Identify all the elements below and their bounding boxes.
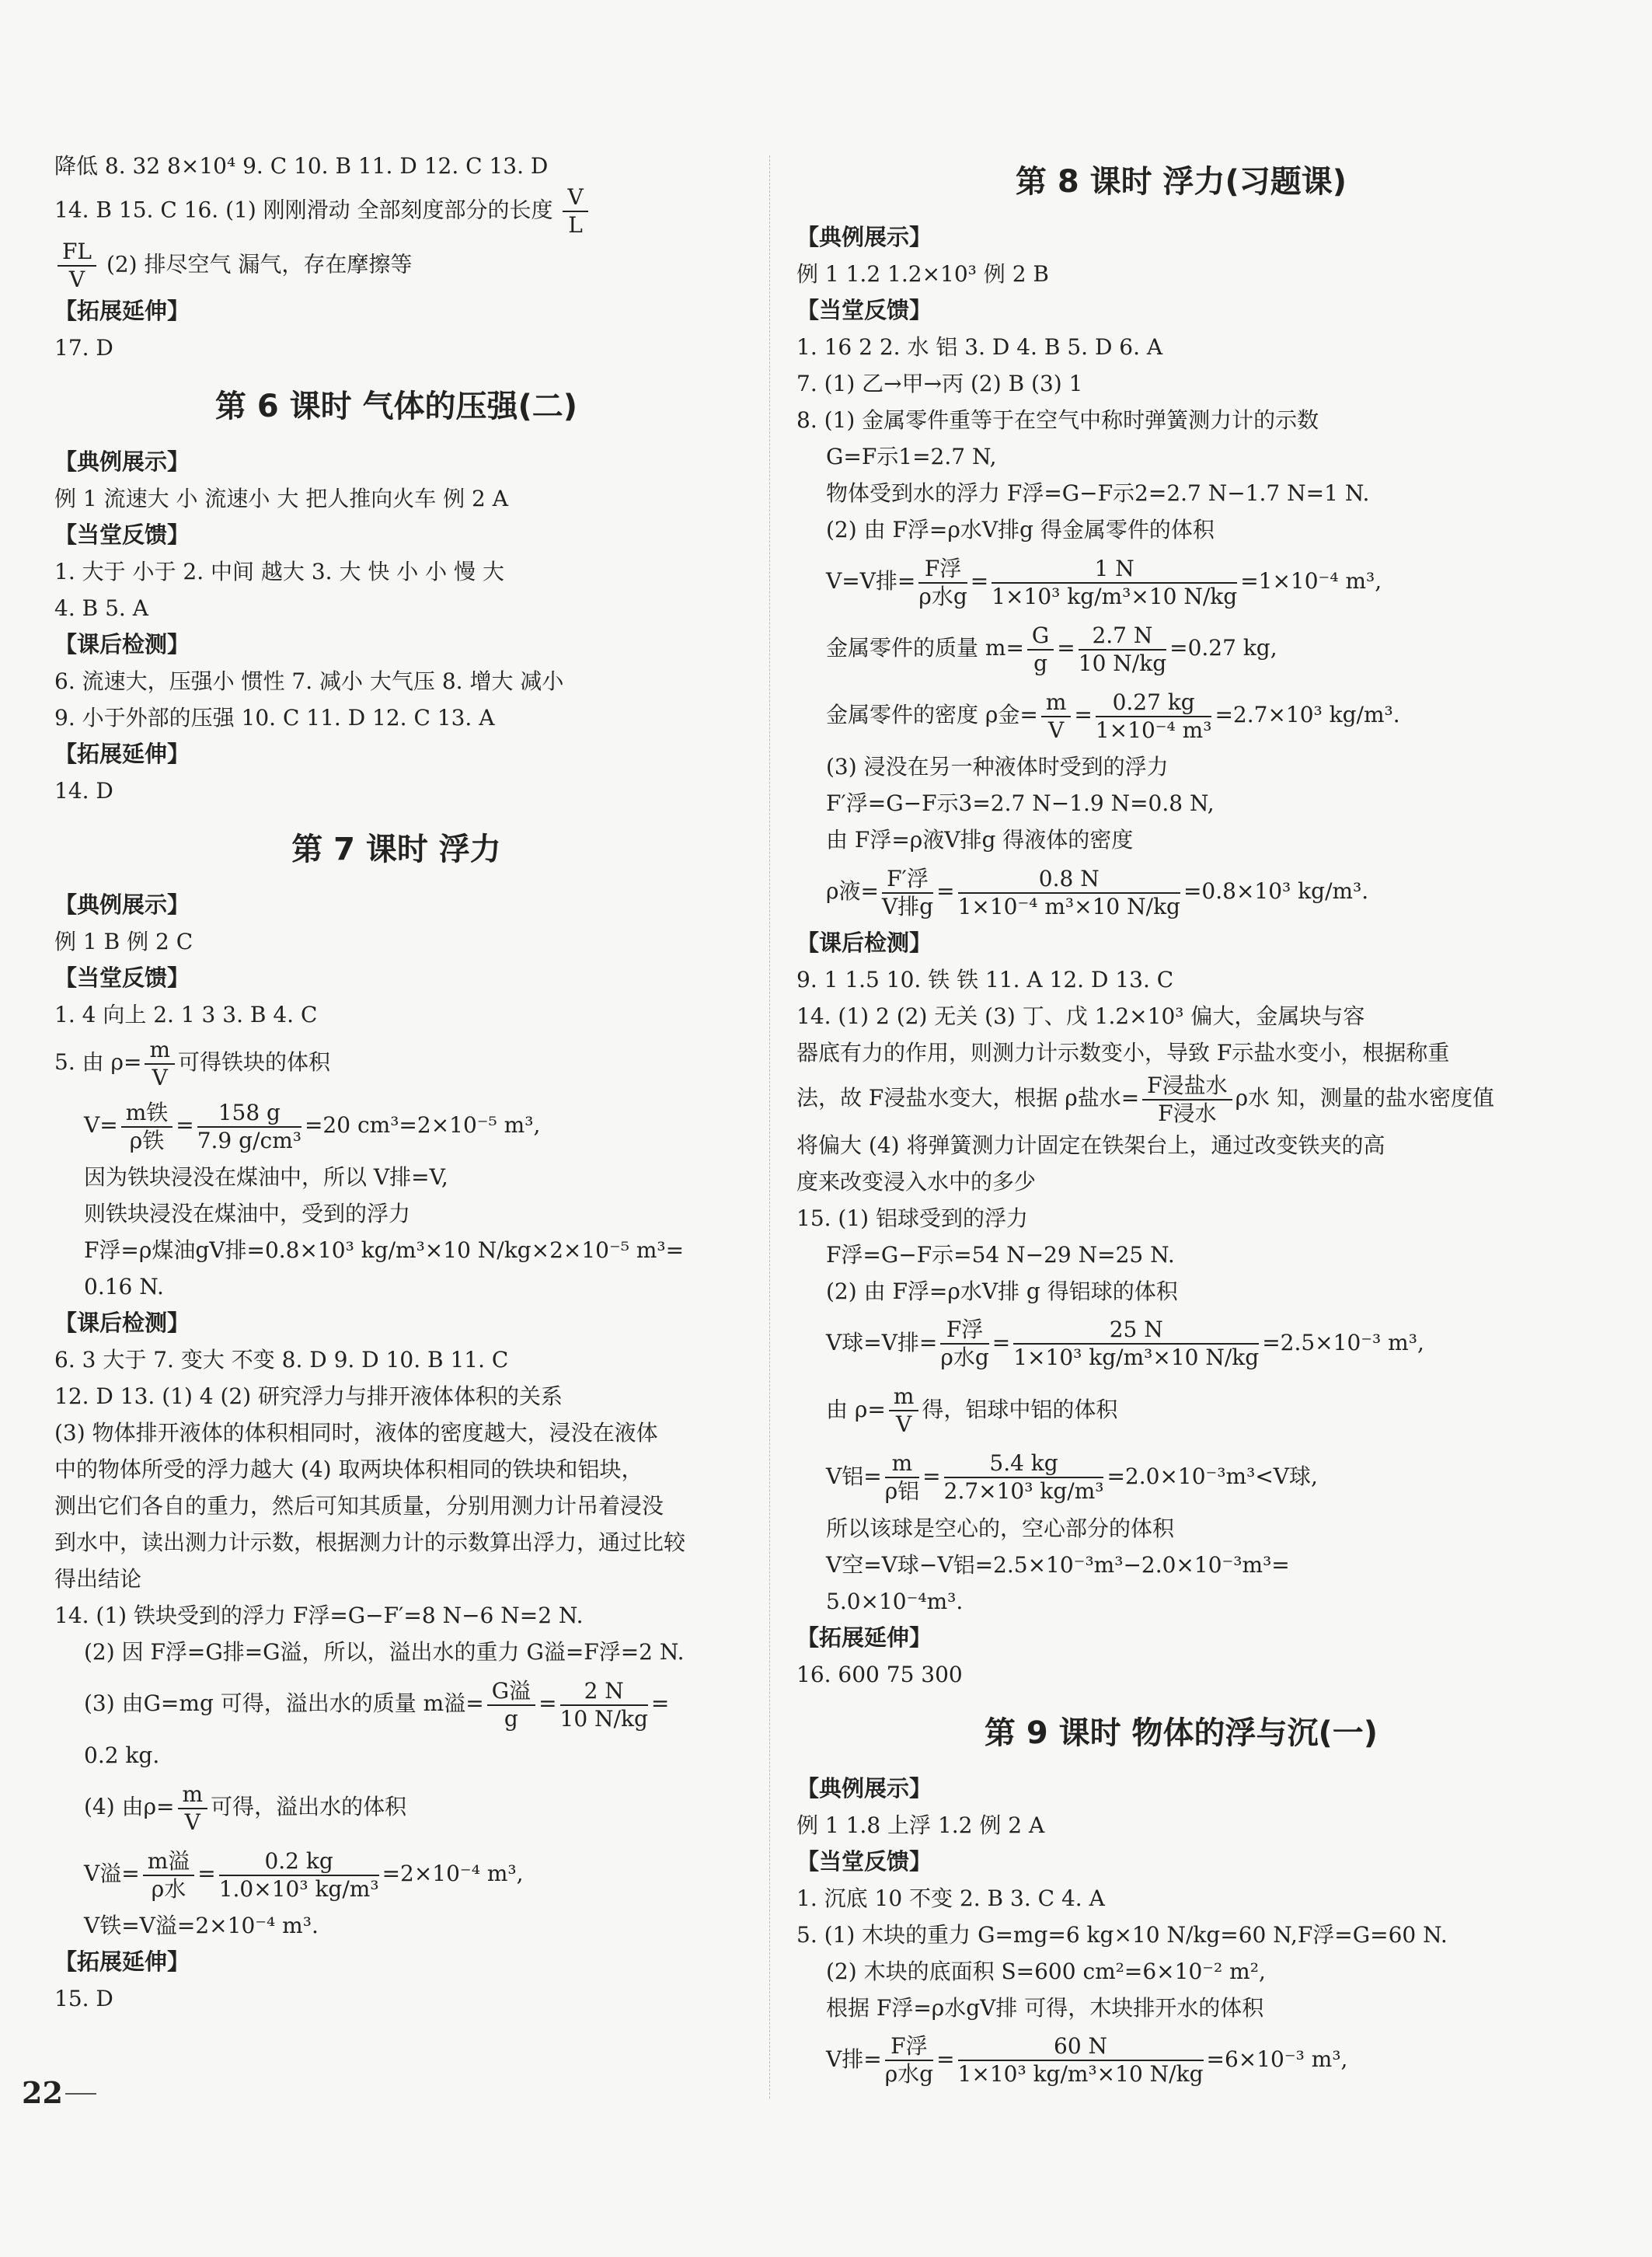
- answer-line: (3) 浸没在另一种液体时受到的浮力: [826, 754, 1169, 780]
- right-column: [796, 155, 1566, 2093]
- fraction: $\frac{\text{m铁}}{\text{ρ铁}}$: [121, 1100, 173, 1154]
- fraction: $\frac{1 N}{\text{1×10³ kg/m³×10 N/kg}}$: [992, 555, 1238, 609]
- section-label: 【课后检测】: [54, 1310, 190, 1336]
- answer-line: 14. D: [54, 778, 113, 804]
- fraction: $\frac{m}{V}$: [889, 1383, 919, 1438]
- equation: 金属零件的质量 m= $\frac{G}{g}$ = $\frac{2.7 N}{10 N/kg}$ =0.27 kg,: [826, 622, 1277, 676]
- answer-line: F浮=ρ煤油gV排=0.8×10³ kg/m³×10 N/kg×2×10⁻⁵ m³=: [84, 1237, 685, 1263]
- fraction: $\frac{m}{V}$: [178, 1781, 208, 1836]
- answer-line: 1. 16 2 2. 水 铝 3. D 4. B 5. D 6. A: [796, 334, 1163, 360]
- page-number-dash: [65, 2093, 96, 2095]
- answer-line: 9. 小于外部的压强 10. C 11. D 12. C 13. A: [54, 705, 495, 731]
- answer-line: 例 1 B 例 2 C: [54, 929, 193, 954]
- fraction: $\frac{V}{L}$: [563, 184, 587, 239]
- fraction: $\frac{m}{V}$: [1041, 689, 1072, 744]
- equation: V球=V排= $\frac{\text{F浮}}{\text{ρ水g}}$ = $\frac{25 N}{\text{1×10³ kg/m³×10 N/kg}}$ =2.5×10⁻³ m³,: [826, 1317, 1424, 1370]
- answer-line: 0.2 kg.: [84, 1742, 160, 1768]
- answer-line: G=F示1=2.7 N,: [826, 444, 997, 469]
- equation: (3) 由G=mg 可得，溢出水的质量 m溢= $\frac{\text{G溢}}{g}$ = $\frac{2 N}{10 N/kg}$ =: [84, 1677, 670, 1732]
- equation: V=V排= $\frac{\text{F浮}}{\text{ρ水g}}$ = $\frac{1 N}{\text{1×10³ kg/m³×10 N/kg}}$ =1×10⁻⁴ m³,: [826, 555, 1382, 609]
- equation: V排= $\frac{\text{F浮}}{\text{ρ水g}}$ = $\frac{60 N}{\text{1×10³ kg/m³×10 N/kg}}$ =6×10⁻³ m³,: [826, 2033, 1348, 2087]
- fraction: $\frac{0.2 kg}{\text{1.0×10³ kg/m³}}$: [218, 1847, 379, 1902]
- equation: V铝= $\frac{m}{\text{ρ铝}}$ = $\frac{5.4 kg}{\text{2.7×10³ kg/m³}}$ =2.0×10⁻³m³<V球,: [826, 1450, 1318, 1504]
- fraction: $\frac{158 g}{\text{7.9 g/cm³}}$: [197, 1099, 301, 1153]
- section-label: 【当堂反馈】: [796, 1847, 932, 1875]
- fraction: $\frac{m}{V}$: [145, 1037, 175, 1091]
- answer-line: 测出它们各自的重力，然后可知其质量，分别用测力计吊着浸没: [54, 1493, 664, 1519]
- fraction: $\frac{\text{F浸盐水}}{\text{F浸水}}$: [1142, 1073, 1232, 1127]
- answer-line: F′浮=G−F示3=2.7 N−1.9 N=0.8 N,: [826, 790, 1215, 816]
- section-label: 【拓展延伸】: [796, 1624, 932, 1651]
- answer-line: 6. 3 大于 7. 变大 不变 8. D 9. D 10. B 11. C: [54, 1347, 509, 1373]
- lesson-heading: 第 8 课时 浮力(习题课): [1015, 164, 1347, 200]
- answer-line: F浮=G−F示=54 N−29 N=25 N.: [826, 1241, 1175, 1268]
- answer-line: 物体受到水的浮力 F浮=G−F示2=2.7 N−1.7 N=1 N.: [826, 480, 1370, 506]
- answer-line: 由 F浮=ρ液V排g 得液体的密度: [826, 827, 1134, 853]
- section-label: 【拓展延伸】: [54, 1948, 190, 1975]
- answer-line: 因为铁块浸没在煤油中，所以 V排=V,: [84, 1164, 448, 1190]
- answer-line: 5. 由 ρ= $\frac{m}{V}$ 可得铁块的体积: [54, 1036, 331, 1090]
- section-label: 【拓展延伸】: [54, 741, 190, 767]
- lesson-heading: 第 9 课时 物体的浮与沉(一): [984, 1715, 1378, 1751]
- equation: V溢= $\frac{\text{m溢}}{\text{ρ水}}$ = $\frac{0.2 kg}{\text{1.0×10³ kg/m³}}$ =2×10⁻⁴ m³,: [84, 1847, 524, 1902]
- answer-line: 8. (1) 金属零件重等于在空气中称时弹簧测力计的示数: [796, 407, 1319, 433]
- equation: 由 ρ= $\frac{m}{V}$ 得，铝球中铝的体积: [826, 1383, 1118, 1437]
- answer-line: 9. 1 1.5 10. 铁 铁 11. A 12. D 13. C: [796, 967, 1174, 992]
- fraction: $\frac{\text{F浮}}{\text{ρ水g}}$: [940, 1317, 989, 1370]
- fraction: $\frac{60 N}{\text{1×10³ kg/m³×10 N/kg}}$: [957, 2033, 1204, 2087]
- answer-line: 15. D: [54, 1986, 113, 2011]
- section-label: 【典例展示】: [796, 1774, 932, 1802]
- fraction: $\frac{\text{F浮}}{\text{ρ水g}}$: [918, 555, 967, 609]
- fraction: $\frac{2.7 N}{10 N/kg}$: [1078, 622, 1167, 676]
- section-label: 【当堂反馈】: [54, 522, 190, 548]
- section-label: 【典例展示】: [54, 448, 190, 475]
- answer-line: 14. (1) 铁块受到的浮力 F浮=G−F′=8 N−6 N=2 N.: [54, 1603, 584, 1628]
- answer-line: 1. 沉底 10 不变 2. B 3. C 4. A: [796, 1885, 1105, 1911]
- answer-line: 7. (1) 乙→甲→丙 (2) B (3) 1: [796, 371, 1083, 396]
- section-label: 【课后检测】: [54, 631, 190, 658]
- fraction: $\frac{25 N}{\text{1×10³ kg/m³×10 N/kg}}$: [1013, 1317, 1260, 1370]
- answer-line: (2) 由 F浮=ρ水V排g 得金属零件的体积: [826, 517, 1215, 542]
- fraction: $\frac{m}{\text{ρ铝}}$: [884, 1450, 920, 1504]
- answer-line: 将偏大 (4) 将弹簧测力计固定在铁架台上，通过改变铁夹的高: [796, 1132, 1385, 1158]
- answer-line: 度来改变浸入水中的多少: [796, 1168, 1037, 1195]
- answer-line: 6. 流速大，压强小 惯性 7. 减小 大气压 8. 增大 减小: [54, 668, 564, 694]
- fraction: $\frac{\text{G溢}}{g}$: [487, 1678, 535, 1732]
- answer-line: $\frac{FL}{V}$ (2) 排尽空气 漏气，存在摩擦等: [54, 239, 738, 293]
- section-label: 【典例展示】: [54, 891, 190, 918]
- answer-line: 0.16 N.: [84, 1274, 164, 1299]
- answer-line: V铁=V溢=2×10⁻⁴ m³.: [84, 1913, 319, 1938]
- answer-line: 得出结论: [54, 1566, 142, 1592]
- answer-line: 降低 8. 32 8×10⁴ 9. C 10. B 11. D 12. C 13. D: [54, 153, 549, 179]
- fraction: $\frac{0.27 kg}{\text{1×10⁻⁴ m³}}$: [1095, 689, 1212, 743]
- fraction: $\frac{\text{m溢}}{\text{ρ水}}$: [143, 1848, 195, 1903]
- answer-line: 12. D 13. (1) 4 (2) 研究浮力与排开液体体积的关系: [54, 1383, 563, 1409]
- fraction: $\frac{2 N}{10 N/kg}$: [559, 1677, 648, 1732]
- fraction: $\frac{\text{F浮}}{\text{ρ水g}}$: [884, 2033, 934, 2087]
- answer-line: 法，故 F浸盐水变大，根据 ρ盐水= $\frac{\text{F浸盐水}}{\text{F浸水}}$ ρ水 知，测量的盐水密度值: [796, 1072, 1494, 1126]
- answer-line: 1. 大于 小于 2. 中间 越大 3. 大 快 小 小 慢 大: [54, 559, 504, 584]
- fraction: $\frac{0.8 N}{\text{1×10⁻⁴ m³×10 N/kg}}$: [957, 865, 1180, 919]
- lesson-heading: 第 6 课时 气体的压强(二): [214, 389, 578, 424]
- answer-line: 5. (1) 木块的重力 G=mg=6 kg×10 N/kg=60 N,F浮=G=60 N.: [796, 1921, 1448, 1948]
- lesson-heading: 第 7 课时 浮力: [291, 832, 501, 867]
- equation: 金属零件的密度 ρ金= $\frac{m}{V}$ = $\frac{0.27 kg}{\text{1×10⁻⁴ m³}}$ =2.7×10³ kg/m³.: [826, 689, 1400, 743]
- answer-line: 例 1 1.2 1.2×10³ 例 2 B: [796, 261, 1049, 287]
- fraction: $\frac{\text{F′浮}}{\text{V排g}}$: [881, 865, 934, 919]
- answer-line: 14. (1) 2 (2) 无关 (3) 丁、戊 1.2×10³ 偏大，金属块与容: [796, 1003, 1365, 1029]
- left-column: [54, 148, 738, 2017]
- column-divider: [769, 155, 770, 2098]
- section-label: 【课后检测】: [796, 930, 932, 956]
- section-label: 【拓展延伸】: [54, 298, 190, 324]
- equation: ρ液= $\frac{\text{F′浮}}{\text{V排g}}$ = $\frac{0.8 N}{\text{1×10⁻⁴ m³×10 N/kg}}$ =0.8×10³ kg/m³.: [826, 865, 1369, 919]
- answer-line: (2) 由 F浮=ρ水V排 g 得铝球的体积: [826, 1278, 1178, 1304]
- section-label: 【典例展示】: [796, 224, 932, 250]
- section-label: 【当堂反馈】: [54, 965, 190, 991]
- answer-line: 17. D: [54, 335, 113, 361]
- page-number: 22: [22, 2075, 63, 2110]
- answer-line: 则铁块浸没在煤油中，受到的浮力: [84, 1201, 411, 1226]
- answer-line: 14. B 15. C 16. (1) 刚刚滑动 全部刻度部分的长度 $\frac{V}{L}$: [54, 184, 738, 239]
- answer-line: 根据 F浮=ρ水gV排 可得，木块排开水的体积: [826, 1994, 1264, 2021]
- answer-line: 1. 4 向上 2. 1 3 3. B 4. C: [54, 1002, 318, 1027]
- fraction: $\frac{5.4 kg}{\text{2.7×10³ kg/m³}}$: [943, 1450, 1104, 1504]
- answer-line: 例 1 1.8 上浮 1.2 例 2 A: [796, 1812, 1045, 1838]
- answer-line: 15. (1) 铝球受到的浮力: [796, 1205, 1028, 1231]
- fraction: $\frac{FL}{V}$: [58, 239, 96, 293]
- answer-line: (2) 木块的底面积 S=600 cm²=6×10⁻² m²,: [826, 1958, 1266, 1984]
- answer-line: 4. B 5. A: [54, 595, 148, 621]
- answer-line: 5.0×10⁻⁴m³.: [826, 1588, 964, 1614]
- answer-line: 例 1 流速大 小 流速小 大 把人推向火车 例 2 A: [54, 486, 508, 511]
- equation: V= $\frac{\text{m铁}}{\text{ρ铁}}$ = $\frac{158 g}{\text{7.9 g/cm³}}$ =20 cm³=2×10⁻⁵ m³,: [84, 1099, 541, 1153]
- equation: (4) 由ρ= $\frac{m}{V}$ 可得，溢出水的体积: [84, 1781, 407, 1835]
- answer-line: 器底有力的作用，则测力计示数变小，导致 F示盐水变小，根据称重: [796, 1040, 1450, 1066]
- answer-line: (2) 因 F浮=G排=G溢，所以，溢出水的重力 G溢=F浮=2 N.: [84, 1639, 685, 1665]
- answer-line: 到水中，读出测力计示数，根据测力计的示数算出浮力，通过比较: [54, 1530, 686, 1555]
- fraction: $\frac{G}{g}$: [1027, 623, 1054, 677]
- answer-line: 所以该球是空心的，空心部分的体积: [826, 1515, 1175, 1541]
- answer-line: 16. 600 75 300: [796, 1661, 963, 1687]
- answer-line: 中的物体所受的浮力越大 (4) 取两块体积相同的铁块和铝块，: [54, 1456, 643, 1482]
- section-label: 【当堂反馈】: [796, 297, 932, 323]
- answer-line: (3) 物体排开液体的体积相同时，液体的密度越大，浸没在液体: [54, 1420, 658, 1446]
- answer-line: V空=V球−V铝=2.5×10⁻³m³−2.0×10⁻³m³=: [826, 1551, 1290, 1578]
